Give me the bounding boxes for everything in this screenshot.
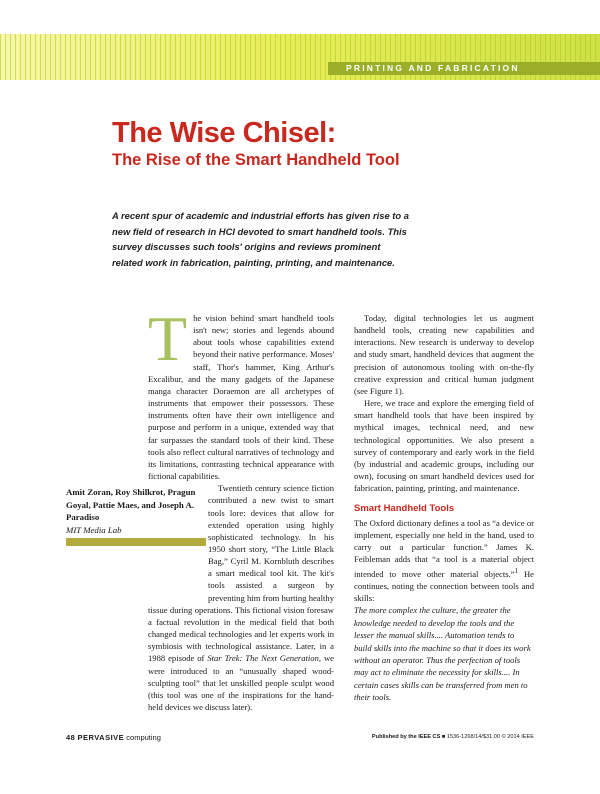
article-title: The Wise Chisel: — [112, 117, 336, 149]
article-subtitle: The Rise of the Smart Handheld Tool — [112, 151, 400, 169]
author-rule — [66, 538, 206, 546]
paragraph-5-text: The Oxford dictionary defines a tool as “a device or implement, especially one held in the hand, used to carry out a particular function.” James K. Feibleman adds that “a tool is a material object intended to move other material objects.” — [354, 517, 534, 579]
footer-separator: ■ — [441, 734, 446, 740]
show-title: Star Trek: The Next Generation — [207, 653, 319, 664]
author-names: Amit Zoran, Roy Shilkrot, Pragun Goyal, Pattie Maes, and Joseph A. Paradiso — [66, 487, 196, 523]
paragraph-2-end: , we were introduced to an “unusually shaped wood-sculpting tool” that let unskilled people sculpt wood (this tool was one of the inspirations for the hand-held devices we discuss later). — [148, 653, 334, 712]
paragraph-5-end: He continues, noting the connection between tools and skills: — [354, 568, 534, 604]
block-quote: The more complex the culture, the greater the knowledge needed to develop the tools and the lesser the manual skills.... Automation tends to build skills into the machine so that it does its work without an operator. Thus the perfection of tools may act to eliminate the necessity for skills.... In certain cases skills can be transferred from men to their tools. — [354, 605, 531, 703]
section-label: PRINTING AND FABRICATION — [346, 63, 520, 73]
magazine-name: PERVASIVE — [77, 733, 125, 742]
paragraph-1-text: he vision behind smart handheld tools isn't new; stories and legends abound about tools whose capabilities extend beyond their native performance. Moses' staff, Thor's hammer, King Arthur's Excalibur, and the many gadgets of the Japanese manga character Doraemon are all archetypes of instruments that empower their possessors. These instruments often have their own intelligence and purpose and perform in a unique, extended way that far surpasses the standard tools of their kind. These tools also reflect cultural narratives of technology and its limitations, contrasting technical appearance with fictional capabilities. — [148, 313, 334, 482]
paragraph-5 — [354, 517, 534, 605]
publisher-line: Published by the IEEE CS — [371, 734, 441, 740]
author-affiliation: MIT Media Lab — [66, 524, 122, 535]
magazine-name-rest: computing — [126, 733, 161, 742]
section-heading: Smart Handheld Tools — [354, 503, 455, 515]
footer-left — [66, 733, 161, 742]
article-abstract: A recent spur of academic and industrial efforts has given rise to a new field of research in HCI devoted to smart handheld tools. This survey discusses such tools' origins and reviews prominent related work in fabrication, painting, printing, and maintenance. — [112, 210, 409, 268]
footer-right — [372, 734, 534, 740]
issn-line: 1536-1268/14/$31.00 © 2014 IEEE — [446, 734, 534, 740]
body-column-right — [354, 312, 534, 704]
paragraph-4: Here, we trace and explore the emerging field of smart handheld tools that have been inspired by mythical images, technical need, and new technological opportunities. We also present a survey of contemporary and early work in the field (by industrial and academic groups, including our own), focusing on smart handheld devices used for fabrication, painting, printing, and maintenance. — [354, 398, 534, 494]
author-block — [66, 486, 206, 536]
footnote-ref[interactable]: 1 — [514, 567, 519, 576]
paragraph-3: Today, digital technologies let us augment handheld tools, creating new capabilities and interactions. New research is underway to develop and study smart, handheld devices that augment the precision of autonomous tooling with on-the-fly creative expression and critical human judgment (see Figure 1). — [354, 313, 534, 396]
drop-cap: T — [148, 303, 188, 374]
paragraph-2-text: Twentieth century science fiction contributed a new twist to smart tools lore: devices that allow for extended operation using highly sophisticated technology. In his 1950 short story, “The Little Black Bag,” Cyril M. Kornbluth describes a smart medical tool kit. The kit's tools assisted a surgeon by preventing him from hurting healthy tissue during operations. This fictional vision foresaw a factual revolution in the medical field that both changed medical technologies and let experts work in symbiosis with technological assistance. Later, in a 1988 episode of — [148, 483, 334, 664]
page-number: 48 — [66, 733, 76, 742]
paragraph-1 — [148, 303, 334, 482]
